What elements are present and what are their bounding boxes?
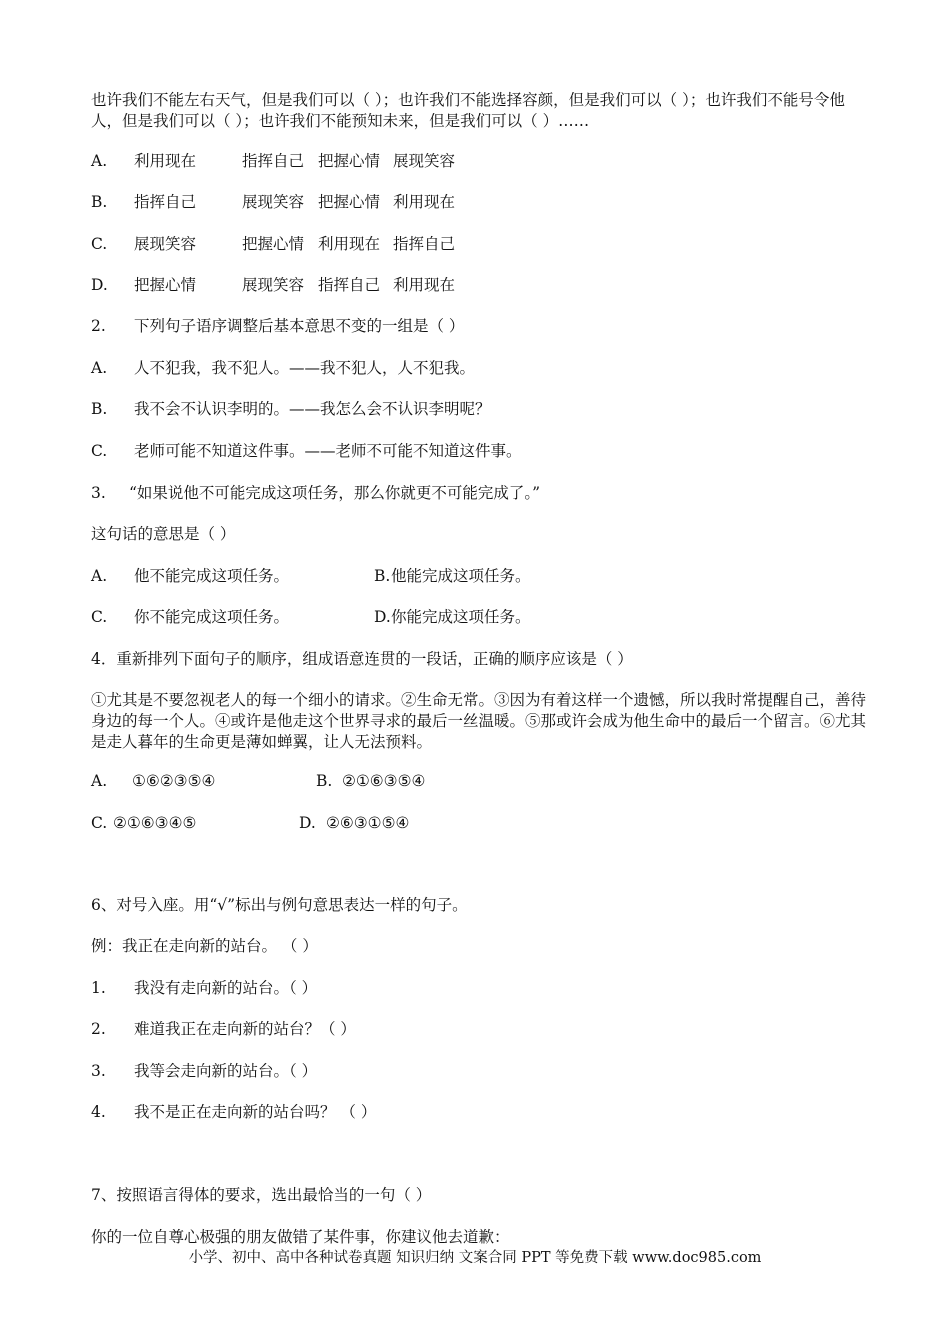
option-phrase-4: 指挥自己 xyxy=(393,235,456,253)
option-phrase-2: 把握心情 xyxy=(242,235,305,253)
option-phrase-4: 利用现在 xyxy=(393,193,456,211)
option-letter: D. xyxy=(91,276,108,294)
option-text: 你能完成这项任务。 xyxy=(391,608,531,626)
option-letter: C. xyxy=(91,814,108,832)
option-text: 人不犯我，我不犯人。——我不犯人，人不犯我。 xyxy=(134,359,476,377)
option-letter: A. xyxy=(91,152,108,170)
page-footer: 小学、初中、高中各种试卷真题 知识归纳 文案合同 PPT 等免费下载 www.doc985.com xyxy=(188,1250,762,1266)
item-text: 难道我正在走向新的站台？（ ） xyxy=(134,1020,356,1038)
option-letter: A. xyxy=(91,359,108,377)
q3-stem: “如果说他不可能完成这项任务，那么你就更不可能完成了。” xyxy=(129,484,541,502)
option-text: 你不能完成这项任务。 xyxy=(134,608,290,626)
option-phrase-1: 展现笑容 xyxy=(134,235,197,253)
option-letter: A. xyxy=(91,567,108,585)
option-text: ②①⑥③⑤④ xyxy=(342,772,426,790)
option-text: 他能完成这项任务。 xyxy=(391,567,531,585)
option-phrase-3: 利用现在 xyxy=(318,235,381,253)
option-letter: A. xyxy=(91,772,108,790)
option-letter: D. xyxy=(299,814,316,832)
q2-stem: 下列句子语序调整后基本意思不变的一组是（ ） xyxy=(134,317,465,335)
question-number: 3. xyxy=(91,484,106,502)
option-text: 老师可能不知道这件事。——老师不可能不知道这件事。 xyxy=(134,442,522,460)
option-phrase-3: 指挥自己 xyxy=(318,276,381,294)
option-text: ①⑥②③⑤④ xyxy=(132,772,216,790)
question-number: 2. xyxy=(91,317,106,335)
q3-sub: 这句话的意思是（ ） xyxy=(91,525,236,543)
option-phrase-1: 利用现在 xyxy=(134,152,197,170)
option-letter: B. xyxy=(374,567,391,585)
item-text: 我等会走向新的站台。（ ） xyxy=(134,1062,318,1080)
option-letter: C. xyxy=(91,442,108,460)
option-letter: C. xyxy=(91,608,108,626)
option-letter: B. xyxy=(91,193,108,211)
q1-stem: 也许我们不能左右天气，但是我们可以（ ）；也许我们不能选择容颜，但是我们可以（ ）；也许我们不能号令他人，但是我们可以（ ）；也许我们不能预知未来，但是我们可以（ ）…… xyxy=(91,91,845,130)
item-number: 2. xyxy=(91,1020,106,1038)
option-phrase-2: 展现笑容 xyxy=(242,276,305,294)
option-letter: D. xyxy=(374,608,391,626)
item-number: 3. xyxy=(91,1062,106,1080)
option-phrase-1: 指挥自己 xyxy=(134,193,197,211)
option-letter: B. xyxy=(91,400,108,418)
q7-sub: 你的一位自尊心极强的朋友做错了某件事，你建议他去道歉： xyxy=(91,1228,510,1246)
option-phrase-3: 把握心情 xyxy=(318,152,381,170)
item-text: 我不是正在走向新的站台吗？ （ ） xyxy=(134,1103,377,1121)
option-letter: B. xyxy=(316,772,333,790)
option-phrase-2: 指挥自己 xyxy=(242,152,305,170)
option-text: 他不能完成这项任务。 xyxy=(134,567,290,585)
option-phrase-3: 把握心情 xyxy=(318,193,381,211)
q6-stem: 6、对号入座。用“√”标出与例句意思表达一样的句子。 xyxy=(91,896,468,914)
option-phrase-4: 利用现在 xyxy=(393,276,456,294)
option-text: 我不会不认识李明的。——我怎么会不认识李明呢？ xyxy=(134,400,491,418)
option-letter: C. xyxy=(91,235,108,253)
option-text: ②①⑥③④⑤ xyxy=(113,814,197,832)
option-text: ②⑥③①⑤④ xyxy=(326,814,410,832)
q4-passage: ①尤其是不要忽视老人的每一个细小的请求。②生命无常。③因为有着这样一个遗憾，所以我时常提醒自己，善待身边的每一个人。④或许是他走这个世界寻求的最后一丝温暖。⑤那或许会成为他生命中的最后一个留言。⑥尤其是走人暮年的生命更是薄如蝉翼，让人无法预料。 xyxy=(91,691,867,751)
item-number: 4. xyxy=(91,1103,106,1121)
q7-stem: 7、按照语言得体的要求，选出最恰当的一句（ ） xyxy=(91,1186,432,1204)
q6-example: 例：我正在走向新的站台。 （ ） xyxy=(91,937,318,955)
option-phrase-1: 把握心情 xyxy=(134,276,197,294)
option-phrase-2: 展现笑容 xyxy=(242,193,305,211)
q4-stem: 4．重新排列下面句子的顺序，组成语意连贯的一段话，正确的顺序应该是（ ） xyxy=(91,650,633,668)
item-number: 1. xyxy=(91,979,106,997)
option-phrase-4: 展现笑容 xyxy=(393,152,456,170)
item-text: 我没有走向新的站台。（ ） xyxy=(134,979,318,997)
